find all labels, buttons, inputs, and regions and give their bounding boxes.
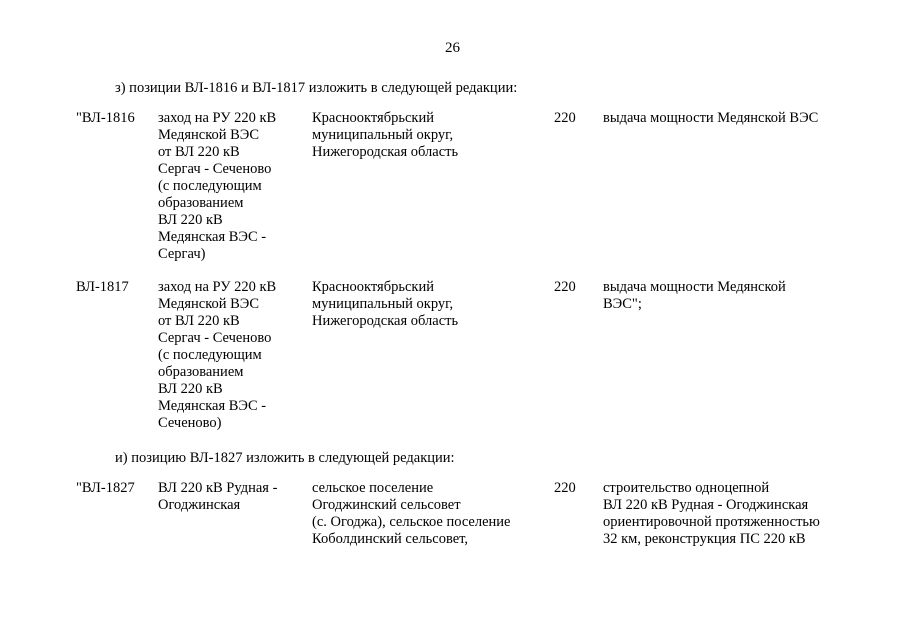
line-voltage: 220 xyxy=(554,480,576,496)
line-code: "ВЛ-1816 xyxy=(76,110,135,126)
section-z-instruction: з) позиции ВЛ-1816 и ВЛ-1817 изложить в следующей редакции: xyxy=(115,80,518,96)
line-location: сельское поселение Огоджинский сельсовет (с. Огоджа), сельское поселение Коболдинский сельсовет, xyxy=(312,480,511,547)
line-code: "ВЛ-1827 xyxy=(76,480,135,496)
line-voltage: 220 xyxy=(554,279,576,295)
line-name: заход на РУ 220 кВ Медянской ВЭС от ВЛ 220 кВ Сергач - Сеченово (с последующим образованием ВЛ 220 кВ Медянская ВЭС - Сеченово) xyxy=(158,279,277,431)
line-purpose: строительство одноцепной ВЛ 220 кВ Рудная - Огоджинская ориентировочной протяженностью 32 км, реконструкция ПС 220 кВ xyxy=(603,480,820,547)
line-name: ВЛ 220 кВ Рудная - Огоджинская xyxy=(158,480,278,513)
line-name: заход на РУ 220 кВ Медянской ВЭС от ВЛ 220 кВ Сергач - Сеченово (с последующим образованием ВЛ 220 кВ Медянская ВЭС - Сергач) xyxy=(158,110,277,262)
line-purpose: выдача мощности Медянской ВЭС"; xyxy=(603,279,786,312)
line-purpose: выдача мощности Медянской ВЭС xyxy=(603,110,819,126)
line-location: Краснооктябрьский муниципальный округ, Нижегородская область xyxy=(312,110,459,160)
line-voltage: 220 xyxy=(554,110,576,126)
line-location: Краснооктябрьский муниципальный округ, Нижегородская область xyxy=(312,279,459,329)
line-code: ВЛ-1817 xyxy=(76,279,129,295)
section-i-instruction: и) позицию ВЛ-1827 изложить в следующей редакции: xyxy=(115,450,455,466)
page-number: 26 xyxy=(445,40,460,56)
